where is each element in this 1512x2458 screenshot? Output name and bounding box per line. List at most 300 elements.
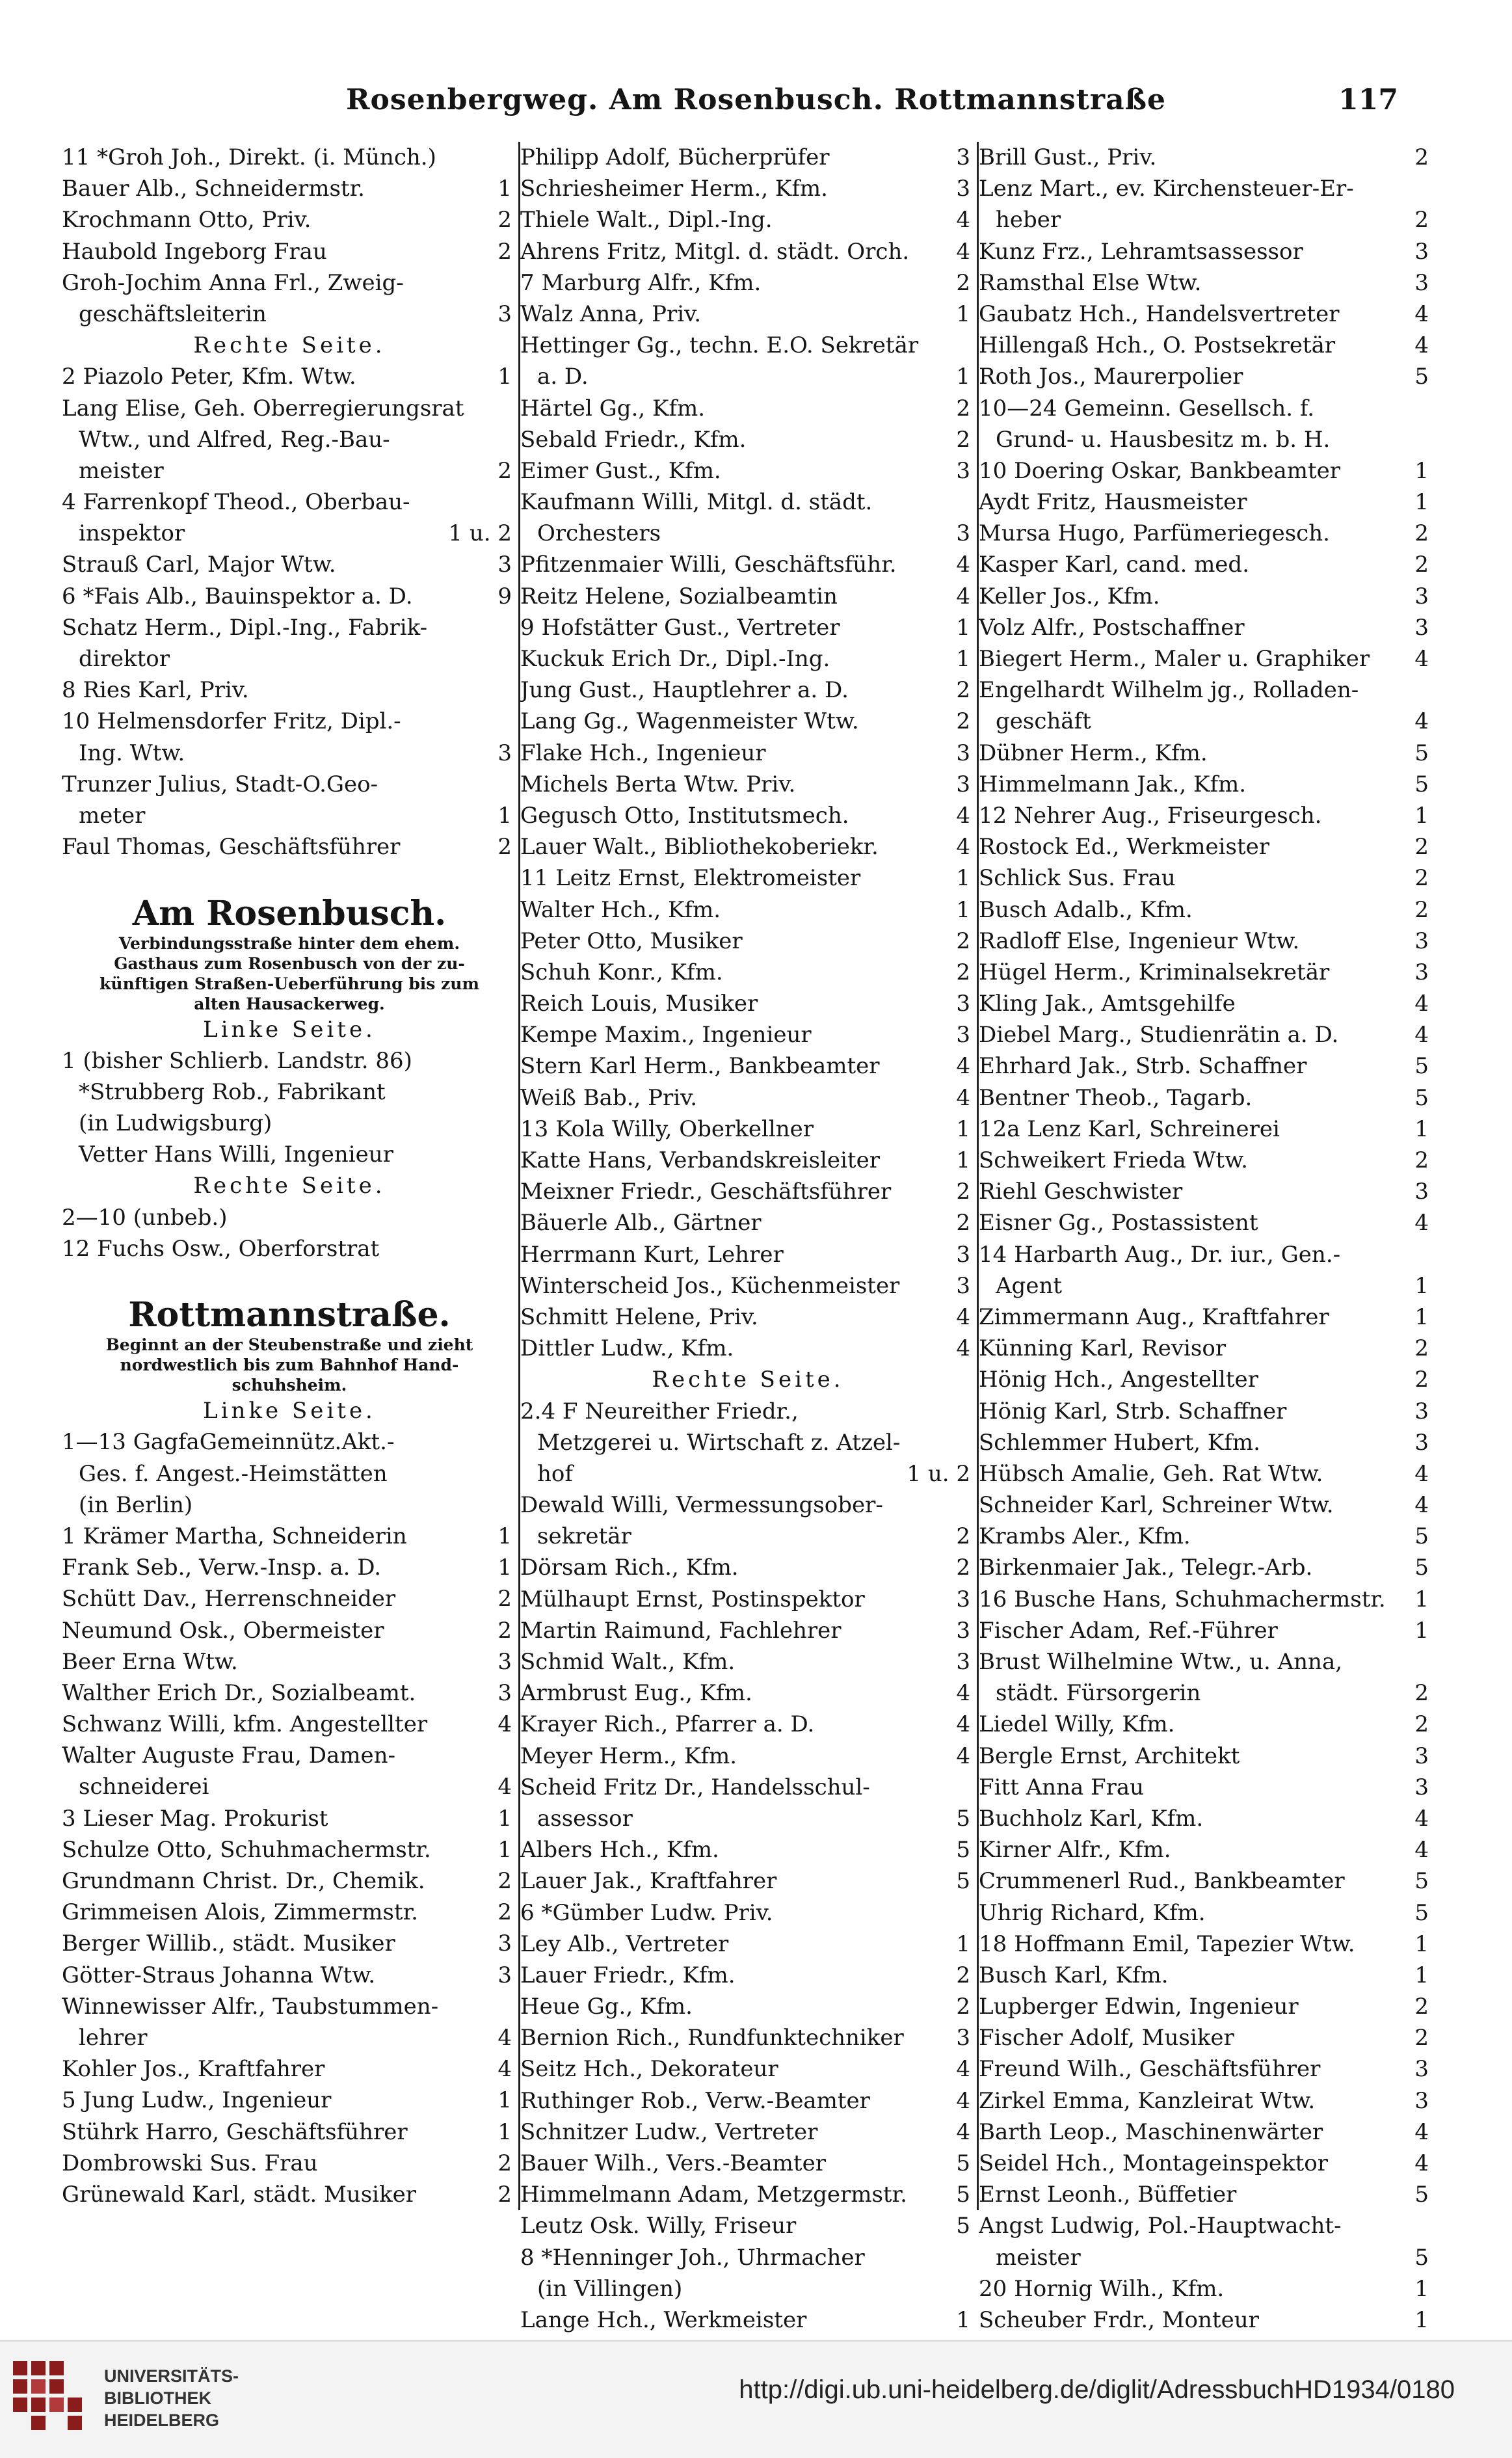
floor-number: 3 (497, 740, 512, 766)
floor-number: 4 (956, 2087, 970, 2114)
entry-text: Ruthinger Rob., Verw.-Beamter (520, 2087, 870, 2114)
directory-entry (520, 957, 975, 988)
entry-text: 5 Jung Ludw., Ingenieur (62, 2087, 332, 2114)
entry-text: Orchesters (537, 520, 661, 547)
directory-entry (979, 926, 1434, 957)
floor-number: 2 (1414, 520, 1429, 547)
floor-number: 3 (497, 1679, 512, 1706)
floor-number: 3 (1414, 2056, 1429, 2083)
directory-entry (520, 2022, 975, 2053)
entry-text: inspektor (79, 520, 185, 547)
directory-entry (520, 1207, 975, 1238)
entry-text: Sebald Friedr., Kfm. (520, 426, 747, 453)
floor-number: 1 (1414, 1930, 1429, 1957)
directory-entry (520, 581, 975, 612)
entry-text: Schweikert Frieda Wtw. (979, 1147, 1248, 1173)
directory-entry (979, 1741, 1434, 1772)
entry-text: Härtel Gg., Kfm. (520, 395, 706, 421)
entry-text: Krayer Rich., Pfarrer a. D. (520, 1711, 815, 1738)
entry-text: künftigen Straßen-Ueberführung bis zum (99, 974, 479, 993)
floor-number: 2 (956, 928, 970, 954)
entry-text: Berger Willib., städt. Musiker (62, 1930, 395, 1957)
entry-text: Ernst Leonh., Büffetier (979, 2182, 1237, 2208)
floor-number: 2 (956, 677, 970, 704)
directory-entry (979, 957, 1434, 988)
directory-entry (62, 173, 517, 204)
entry-text: Katte Hans, Verbandskreisleiter (520, 1147, 880, 1173)
directory-entry (979, 1239, 1434, 1270)
floor-number: 1 (497, 802, 512, 829)
floor-number: 5 (956, 2213, 970, 2239)
directory-entry (520, 643, 975, 675)
floor-number: 3 (956, 991, 970, 1017)
entry-text: 13 Kola Willy, Oberkellner (520, 1115, 814, 1142)
directory-entry (62, 1771, 517, 1802)
street-description (62, 994, 517, 1014)
floor-number: 1 (1414, 1115, 1429, 1142)
entry-text: Ges. f. Angest.-Heimstätten (79, 1460, 388, 1487)
directory-entry (62, 455, 517, 487)
directory-entry (520, 926, 975, 957)
directory-entry (520, 1929, 975, 1960)
entry-text: Seidel Hch., Montageinspektor (979, 2150, 1328, 2176)
floor-number: 2 (956, 959, 970, 985)
entry-text: Crummenerl Rud., Bankbeamter (979, 1868, 1345, 1895)
entry-text: Hönig Hch., Angestellter (979, 1367, 1258, 1393)
directory-entry (62, 675, 517, 706)
directory-entry (979, 1333, 1434, 1364)
floor-number: 2 (497, 1617, 512, 1644)
directory-entry (979, 675, 1434, 706)
directory-entry (62, 518, 517, 549)
floor-number: 4 (956, 552, 970, 578)
floor-number: 4 (497, 1711, 512, 1738)
floor-number: 2 (497, 2150, 512, 2176)
directory-entry (979, 1176, 1434, 1207)
directory-entry (979, 1960, 1434, 1991)
directory-entry (520, 518, 975, 549)
entry-text: Schnitzer Ludw., Vertreter (520, 2118, 818, 2145)
entry-text: Wtw., und Alfred, Reg.-Bau- (79, 426, 390, 453)
entry-text: Schütt Dav., Herrenschneider (62, 1586, 396, 1612)
entry-text: 6 *Gümber Ludw. Priv. (520, 1899, 773, 1926)
directory-entry (520, 1050, 975, 1082)
entry-text: 12 Fuchs Osw., Oberforstrat (62, 1235, 380, 1262)
entry-text: Strauß Carl, Major Wtw. (62, 552, 336, 578)
directory-entry (979, 204, 1434, 235)
entry-text: geschäft (996, 708, 1091, 735)
floor-number: 4 (956, 802, 970, 829)
directory-entry (520, 2117, 975, 2148)
directory-entry (62, 142, 517, 173)
floor-number: 3 (956, 1586, 970, 1612)
directory-entry (62, 2022, 517, 2053)
floor-number: 5 (956, 1837, 970, 1864)
floor-number: 3 (497, 301, 512, 327)
directory-entry (520, 1960, 975, 1991)
floor-number: 3 (956, 1022, 970, 1049)
entry-text: meister (996, 2244, 1081, 2271)
directory-entry (979, 1584, 1434, 1615)
entry-text: Krochmann Otto, Priv. (62, 207, 312, 234)
entry-text: 11 *Groh Joh., Direkt. (i. Münch.) (62, 144, 436, 170)
directory-entry (62, 2117, 517, 2148)
directory-entry (62, 831, 517, 862)
floor-number: 4 (956, 207, 970, 234)
directory-entry (979, 1834, 1434, 1865)
entry-text: Stührk Harro, Geschäftsführer (62, 2118, 408, 2145)
directory-entry (979, 1489, 1434, 1521)
entry-text: 14 Harbarth Aug., Dr. iur., Gen.- (979, 1241, 1341, 1268)
directory-entry (520, 1803, 975, 1834)
floor-number: 1 (497, 364, 512, 390)
floor-number: 2 (497, 207, 512, 234)
entry-text: Lauer Friedr., Kfm. (520, 1962, 736, 1988)
directory-entry (520, 1270, 975, 1302)
directory-entry (62, 361, 517, 392)
entry-text: Grund- u. Hausbesitz m. b. H. (996, 426, 1331, 453)
entry-text: Winnewisser Alfr., Taubstummen- (62, 1993, 439, 2020)
directory-entry (520, 800, 975, 831)
directory-entry (62, 2085, 517, 2116)
directory-entry (979, 299, 1434, 330)
directory-entry (979, 988, 1434, 1019)
floor-number: 2 (1414, 1367, 1429, 1393)
entry-text: Vetter Hans Willi, Ingenieur (79, 1142, 393, 1168)
street-description (62, 933, 517, 954)
directory-entry (520, 1333, 975, 1364)
entry-text: Walter Auguste Frau, Damen- (62, 1743, 396, 1769)
floor-number: 3 (1414, 1179, 1429, 1205)
directory-entry (520, 2085, 975, 2117)
floor-number: 3 (1414, 269, 1429, 296)
entry-text: Barth Leop., Maschinenwärter (979, 2118, 1323, 2145)
entry-text: Hettinger Gg., techn. E.O. Sekretär (520, 332, 919, 359)
entry-text: Uhrig Richard, Kfm. (979, 1899, 1206, 1926)
entry-text: städt. Fürsorgerin (996, 1680, 1201, 1707)
directory-entry (979, 1114, 1434, 1145)
entry-text: Hübsch Amalie, Geh. Rat Wtw. (979, 1460, 1323, 1487)
directory-entry (979, 1427, 1434, 1458)
floor-number: 3 (1414, 1398, 1429, 1424)
entry-text: Busch Adalb., Kfm. (979, 896, 1193, 923)
floor-number: 1 u. 2 (907, 1460, 970, 1487)
directory-entry (520, 1114, 975, 1145)
logo-text-line: UNIVERSITÄTS- (104, 2366, 239, 2386)
floor-number: 5 (956, 2150, 970, 2176)
entry-text: geschäftsleiterin (79, 301, 267, 327)
directory-entry (62, 2148, 517, 2179)
directory-entry (979, 1050, 1434, 1082)
directory-entry (62, 769, 517, 800)
entry-text: Kling Jak., Amtsgehilfe (979, 991, 1236, 1017)
page-header (0, 83, 1512, 122)
floor-number: 3 (1414, 1774, 1429, 1800)
entry-text: Bergle Ernst, Architekt (979, 1743, 1240, 1769)
entry-text: Dörsam Rich., Kfm. (520, 1555, 739, 1581)
directory-entry (520, 1521, 975, 1552)
entry-text: 4 Farrenkopf Theod., Oberbau- (62, 489, 410, 516)
directory-entry (62, 1139, 517, 1170)
entry-text: Reich Louis, Musiker (520, 991, 758, 1017)
directory-entry (62, 1960, 517, 1991)
floor-number: 2 (1414, 865, 1429, 892)
directory-entry (979, 1929, 1434, 1960)
directory-entry (979, 1082, 1434, 1114)
directory-entry (520, 1302, 975, 1333)
floor-number: 1 (497, 1805, 512, 1832)
floor-number: 4 (1414, 1210, 1429, 1236)
floor-number: 2 (956, 1555, 970, 1581)
entry-text: Schriesheimer Herm., Kfm. (520, 176, 828, 202)
floor-number: 5 (1414, 1555, 1429, 1581)
floor-number: 1 (497, 2118, 512, 2145)
directory-entry (520, 1552, 975, 1583)
directory-entry (520, 549, 975, 580)
entry-text: direktor (79, 646, 170, 672)
entry-text: Kunz Frz., Lehramtsassessor (979, 238, 1303, 265)
floor-number: 1 (956, 896, 970, 923)
floor-number: 5 (956, 2182, 970, 2208)
directory-entry (520, 487, 975, 518)
floor-number: 1 (1414, 2306, 1429, 2333)
directory-entry (62, 706, 517, 737)
directory-entry (520, 831, 975, 862)
directory-entry (62, 1740, 517, 1771)
entry-text: meister (79, 457, 164, 484)
directory-entry (520, 1145, 975, 1176)
entry-text: Grimmeisen Alois, Zimmermstr. (62, 1899, 418, 1926)
entry-text: Armbrust Eug., Kfm. (520, 1680, 752, 1707)
directory-entry (520, 1834, 975, 1865)
floor-number: 2 (497, 834, 512, 861)
entry-text: 1—13 GagfaGemeinnütz.Akt.- (62, 1429, 395, 1456)
floor-number: 3 (1414, 2087, 1429, 2114)
floor-number: 2 (1414, 896, 1429, 923)
entry-text: Künning Karl, Revisor (979, 1335, 1227, 1362)
directory-entry (62, 581, 517, 612)
entry-text: Mülhaupt Ernst, Postinspektor (520, 1586, 865, 1612)
floor-number: 2 (956, 1179, 970, 1205)
floor-number: 3 (956, 771, 970, 797)
entry-text: Himmelmann Adam, Metzgermstr. (520, 2182, 907, 2208)
entry-text: 10 Helmensdorfer Fritz, Dipl.- (62, 708, 401, 735)
directory-entry (520, 1176, 975, 1207)
floor-number: 2 (497, 457, 512, 484)
floor-number: 1 (956, 614, 970, 641)
directory-entry (62, 1045, 517, 1076)
entry-text: (in Ludwigsburg) (79, 1110, 272, 1137)
directory-entry (62, 549, 517, 580)
directory-entry (62, 487, 517, 518)
entry-text: Götter-Straus Johanna Wtw. (62, 1962, 376, 1988)
floor-number: 5 (1414, 771, 1429, 797)
floor-number: 4 (497, 2024, 512, 2051)
entry-text: sekretär (537, 1523, 631, 1550)
directory-entry (62, 1709, 517, 1740)
floor-number: 3 (956, 1241, 970, 1268)
directory-entry (520, 393, 975, 424)
entry-text: 3 Lieser Mag. Prokurist (62, 1805, 328, 1832)
entry-text: Rechte Seite. (193, 1173, 386, 1199)
entry-text: Schlemmer Hubert, Kfm. (979, 1429, 1260, 1456)
floor-number: 3 (956, 144, 970, 170)
entry-text: Scheuber Frdr., Monteur (979, 2306, 1259, 2333)
library-logo[interactable] (13, 2355, 254, 2433)
floor-number: 4 (1414, 332, 1429, 359)
entry-text: schneiderei (79, 1774, 209, 1800)
floor-number: 1 (497, 1836, 512, 1863)
directory-entry (979, 455, 1434, 487)
floor-number: 4 (956, 1084, 970, 1111)
floor-number: 2 (1414, 1335, 1429, 1362)
floor-number: 1 (956, 1930, 970, 1957)
entry-text: *Strubberg Rob., Fabrikant (79, 1078, 386, 1105)
library-seal-icon (13, 2361, 98, 2433)
floor-number: 4 (956, 834, 970, 861)
entry-text: Weiß Bab., Priv. (520, 1084, 698, 1111)
page-number: 117 (1338, 83, 1398, 116)
entry-text: Bauer Alb., Schneidermstr. (62, 176, 365, 202)
entry-text: Schneider Karl, Schreiner Wtw. (979, 1492, 1334, 1519)
entry-text: Lang Gg., Wagenmeister Wtw. (520, 708, 859, 735)
directory-entry (979, 769, 1434, 800)
entry-text: (in Villingen) (537, 2275, 683, 2302)
floor-number: 5 (1414, 1084, 1429, 1111)
entry-text: 2—10 (unbeb.) (62, 1204, 228, 1231)
entry-text: nordwestlich bis zum Bahnhof Hand- (120, 1356, 459, 1375)
floor-number: 2 (1414, 1147, 1429, 1173)
directory-entry (520, 894, 975, 926)
entry-text: Jung Gust., Hauptlehrer a. D. (520, 677, 849, 704)
entry-text: Volz Alfr., Postschaffner (979, 614, 1245, 641)
entry-text: Scheid Fritz Dr., Handelsschul- (520, 1774, 870, 1800)
floor-number: 1 (956, 1115, 970, 1142)
entry-text: Frank Seb., Verw.-Insp. a. D. (62, 1555, 382, 1581)
entry-text: Meyer Herm., Kfm. (520, 1743, 737, 1769)
floor-number: 3 (1414, 583, 1429, 609)
entry-text: Bentner Theob., Tagarb. (979, 1084, 1253, 1111)
directory-entry (979, 1991, 1434, 2022)
directory-entry (62, 738, 517, 769)
directory-entry (979, 1019, 1434, 1050)
logo-text-line: BIBLIOTHEK (104, 2388, 211, 2408)
entry-text: Fischer Adolf, Musiker (979, 2025, 1234, 2051)
directory-entry (62, 1991, 517, 2022)
entry-text: Schuh Konr., Kfm. (520, 959, 723, 985)
directory-entry (979, 1897, 1434, 1929)
entry-text: Hönig Karl, Strb. Schaffner (979, 1398, 1287, 1424)
entry-text: Schulze Otto, Schuhmachermstr. (62, 1836, 431, 1863)
street-heading (62, 894, 517, 933)
directory-entry (520, 738, 975, 769)
directory-entry (520, 1082, 975, 1114)
directory-entry (62, 236, 517, 267)
directory-entry (979, 1521, 1434, 1552)
directory-entry (62, 299, 517, 330)
floor-number: 2 (1414, 834, 1429, 861)
entry-text: Zirkel Emma, Kanzleirat Wtw. (979, 2087, 1316, 2114)
floor-number: 1 (497, 1523, 512, 1549)
entry-text: Kasper Karl, cand. med. (979, 552, 1250, 578)
floor-number: 3 (956, 520, 970, 547)
column-right (979, 142, 1434, 2333)
entry-text: Ahrens Fritz, Mitgl. d. städt. Orch. (520, 238, 910, 265)
entry-text: Fischer Adam, Ref.-Führer (979, 1617, 1278, 1644)
floor-number: 4 (956, 2118, 970, 2145)
directory-entry (520, 424, 975, 455)
directory-entry (979, 2117, 1434, 2148)
directory-entry (520, 1458, 975, 1489)
entry-text: 8 Ries Karl, Priv. (62, 677, 249, 704)
side-heading (62, 1170, 517, 1201)
entry-text: Rottmannstraße. (128, 1296, 451, 1335)
directory-entry (62, 1615, 517, 1646)
entry-text: lehrer (79, 2024, 148, 2051)
entry-text: Dittler Ludw., Kfm. (520, 1335, 734, 1362)
entry-text: Zimmermann Aug., Kraftfahrer (979, 1303, 1329, 1330)
source-url-link[interactable]: http://digi.ub.uni-heidelberg.de/diglit/AdressbuchHD1934/0180 (739, 2375, 1455, 2404)
directory-entry (520, 2273, 975, 2304)
column-left (62, 142, 517, 2210)
directory-entry (979, 800, 1434, 831)
floor-number: 4 (1414, 646, 1429, 672)
directory-entry (62, 1928, 517, 1959)
floor-number: 2 (956, 708, 970, 735)
floor-number: 2 (497, 2181, 512, 2208)
directory-entry (62, 1108, 517, 1139)
directory-entry (979, 738, 1434, 769)
entry-text: Dewald Willi, Vermessungsober- (520, 1492, 883, 1519)
floor-number: 1 (1414, 1586, 1429, 1612)
floor-number: 2 (497, 1586, 512, 1612)
entry-text: Kempe Maxim., Ingenieur (520, 1022, 812, 1049)
entry-text: Walther Erich Dr., Sozialbeamt. (62, 1679, 416, 1706)
entry-text: Metzgerei u. Wirtschaft z. Atzel- (537, 1429, 901, 1456)
directory-entry (62, 1489, 517, 1521)
floor-number: 2 (956, 395, 970, 421)
floor-number: 2 (497, 238, 512, 265)
directory-entry (979, 2148, 1434, 2179)
entry-text: Dombrowski Sus. Frau (62, 2150, 318, 2176)
directory-entry (520, 988, 975, 1019)
entry-text: Linke Seite. (203, 1398, 376, 1424)
floor-number: 1 (956, 2306, 970, 2333)
entry-text: Gegusch Otto, Institutsmech. (520, 802, 849, 829)
entry-text: Peter Otto, Musiker (520, 928, 743, 954)
entry-text: Bernion Rich., Rundfunktechniker (520, 2025, 904, 2051)
floor-number: 4 (1414, 1837, 1429, 1864)
directory-entry (62, 204, 517, 235)
directory-entry (520, 862, 975, 894)
entry-text: 2 Piazolo Peter, Kfm. Wtw. (62, 364, 356, 390)
floor-number: 1 (1414, 802, 1429, 829)
directory-entry (979, 2022, 1434, 2053)
street-description (62, 1355, 517, 1375)
floor-number: 4 (956, 1303, 970, 1330)
directory-entry (62, 1583, 517, 1614)
floor-number: 4 (956, 1053, 970, 1080)
directory-entry (979, 1615, 1434, 1646)
directory-entry (520, 769, 975, 800)
street-description (62, 1375, 517, 1395)
floor-number: 5 (1414, 1868, 1429, 1895)
directory-entry (520, 1709, 975, 1740)
entry-text: Krambs Aler., Kfm. (979, 1523, 1191, 1550)
side-heading (62, 1014, 517, 1045)
floor-number: 2 (1414, 144, 1429, 170)
entry-text: Winterscheid Jos., Küchenmeister (520, 1272, 900, 1299)
